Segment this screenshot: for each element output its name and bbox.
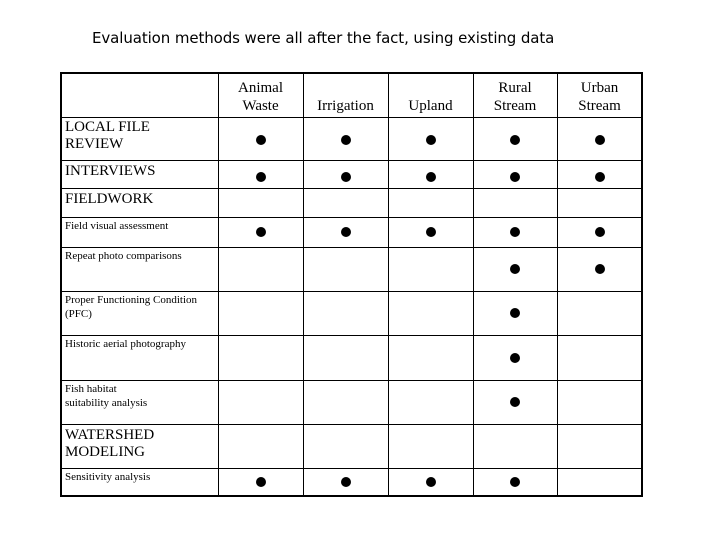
bullet-mark — [595, 264, 605, 274]
table-cell — [557, 468, 643, 497]
bullet-mark — [510, 135, 520, 145]
table-cell — [557, 424, 643, 469]
bullet-mark — [595, 135, 605, 145]
row-label: INTERVIEWS — [65, 163, 156, 179]
table-cell — [388, 291, 474, 336]
bullet-mark — [256, 227, 266, 237]
bullet-mark — [256, 172, 266, 182]
bullet-mark — [341, 227, 351, 237]
bullet-mark — [510, 264, 520, 274]
bullet-mark — [510, 308, 520, 318]
column-header-upland: Upland — [408, 98, 453, 114]
bullet-mark — [510, 172, 520, 182]
table-cell — [218, 335, 304, 381]
table-cell — [473, 424, 558, 469]
column-header-rural-stream: Rural Stream — [493, 80, 537, 114]
table-cell — [557, 380, 643, 425]
bullet-mark — [510, 227, 520, 237]
table-cell — [303, 424, 389, 469]
table-cell — [218, 188, 304, 218]
page-title: Evaluation methods were all after the fact, using existing data — [92, 29, 555, 47]
table-cell — [303, 247, 389, 292]
table-cell — [557, 335, 643, 381]
row-label: Field visual assessment — [65, 220, 169, 232]
table-cell — [218, 424, 304, 469]
table-cell — [303, 335, 389, 381]
table-cell — [303, 188, 389, 218]
table-cell — [218, 247, 304, 292]
table-cell — [557, 188, 643, 218]
row-label: WATERSHED MODELING — [65, 427, 155, 460]
bullet-mark — [595, 227, 605, 237]
bullet-mark — [341, 477, 351, 487]
bullet-mark — [426, 227, 436, 237]
bullet-mark — [595, 172, 605, 182]
row-label: LOCAL FILE REVIEW — [65, 119, 150, 152]
bullet-mark — [510, 477, 520, 487]
bullet-mark — [426, 172, 436, 182]
header-cell — [60, 72, 219, 118]
row-label: Fish habitat suitability analysis — [65, 383, 148, 409]
bullet-mark — [341, 172, 351, 182]
table-cell — [388, 247, 474, 292]
bullet-mark — [426, 477, 436, 487]
bullet-mark — [256, 477, 266, 487]
row-label: Repeat photo comparisons — [65, 250, 182, 262]
table-cell — [303, 380, 389, 425]
column-header-urban-stream: Urban Stream — [578, 80, 621, 114]
table-cell — [388, 380, 474, 425]
table-cell — [303, 291, 389, 336]
table-cell — [388, 335, 474, 381]
row-label: Sensitivity analysis — [65, 471, 151, 483]
bullet-mark — [510, 353, 520, 363]
bullet-mark — [341, 135, 351, 145]
table-cell — [218, 380, 304, 425]
bullet-mark — [510, 397, 520, 407]
table-cell — [473, 188, 558, 218]
table-cell — [388, 188, 474, 218]
bullet-mark — [256, 135, 266, 145]
bullet-mark — [426, 135, 436, 145]
column-header-animal-waste: Animal Waste — [238, 80, 283, 114]
table-cell — [388, 424, 474, 469]
row-label: Historic aerial photography — [65, 338, 186, 350]
row-label: Proper Functioning Condition (PFC) — [65, 294, 197, 320]
table-cell — [218, 291, 304, 336]
row-label: FIELDWORK — [65, 191, 154, 207]
table-cell — [557, 291, 643, 336]
column-header-irrigation: Irrigation — [317, 98, 374, 114]
